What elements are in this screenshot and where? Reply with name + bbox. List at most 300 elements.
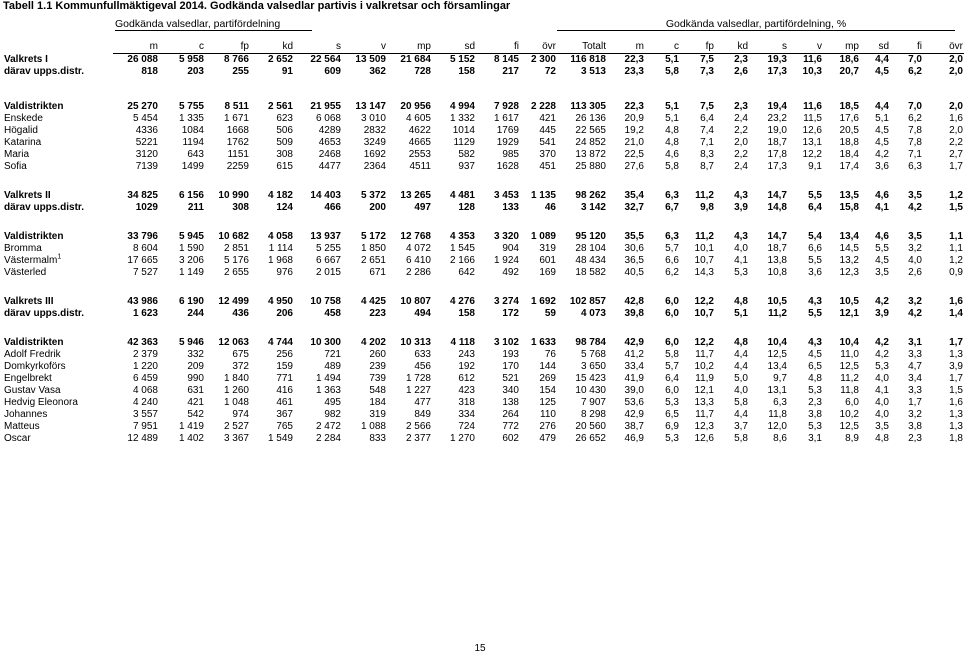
column-header: kd (250, 41, 294, 54)
count-cell: 4 605 (405, 113, 431, 124)
column-header-row (3, 41, 964, 54)
count-cell: 4511 (409, 161, 431, 172)
count-cell: 319 (539, 243, 556, 254)
percent-cell: 2,0 (949, 54, 963, 65)
count-cell: 506 (276, 125, 293, 136)
count-cell: 4 058 (267, 231, 293, 242)
count-cell: 633 (414, 349, 431, 360)
count-cell: 7 951 (132, 421, 158, 432)
percent-cell: 5,1 (875, 113, 889, 124)
percent-cell: 36,5 (624, 255, 644, 266)
row-label-text: därav upps.distr. (4, 66, 85, 77)
count-cell: 1 260 (223, 385, 249, 396)
count-cell: 193 (502, 349, 519, 360)
count-cell: 13 509 (355, 54, 386, 65)
percent-cell: 7,4 (700, 125, 714, 136)
count-cell: 5 958 (178, 54, 204, 65)
count-cell: 2 015 (315, 267, 341, 278)
percent-cell: 2,0 (949, 66, 963, 77)
percent-cell: 3,9 (734, 202, 748, 213)
count-cell: 1 402 (178, 433, 204, 444)
percent-cell: 1,2 (949, 255, 963, 266)
percent-cell: 42,8 (624, 296, 644, 307)
count-cell: 206 (276, 308, 293, 319)
count-cell: 4 425 (360, 296, 386, 307)
percent-cell: 4,0 (734, 385, 748, 396)
percent-cell: 5,8 (734, 397, 748, 408)
count-cell: 1 089 (530, 231, 556, 242)
percent-cell: 1,3 (949, 409, 963, 420)
row-label (3, 231, 113, 243)
count-cell: 144 (539, 361, 556, 372)
count-cell: 1 149 (178, 267, 204, 278)
count-cell: 76 (544, 349, 556, 360)
count-cell: 26 136 (575, 113, 606, 124)
percent-cell: 42,9 (624, 337, 644, 348)
percent-cell: 3,9 (949, 361, 963, 372)
percent-cell: 6,2 (665, 267, 679, 278)
count-cell: 542 (187, 409, 204, 420)
count-cell: 260 (369, 349, 386, 360)
count-cell: 5 755 (178, 101, 204, 112)
count-cell: 4653 (318, 137, 341, 148)
count-cell: 12 063 (218, 337, 249, 348)
count-cell: 192 (458, 361, 475, 372)
group-header-counts: Godkända valsedlar, partifördelning (115, 18, 312, 31)
percent-cell: 35,5 (624, 231, 644, 242)
percent-cell: 5,1 (665, 54, 679, 65)
percent-cell: 6,0 (845, 397, 859, 408)
count-cell: 184 (369, 397, 386, 408)
row-label-text: Sofia (4, 161, 27, 172)
row-label-text: Valkrets II (4, 190, 51, 201)
count-cell: 982 (324, 409, 341, 420)
row-label-text: Hedvig Eleonora (4, 397, 78, 408)
count-cell: 22 564 (310, 54, 341, 65)
count-cell: 548 (369, 385, 386, 396)
percent-cell: 21,0 (624, 137, 644, 148)
percent-cell: 12,1 (839, 308, 859, 319)
count-cell: 7 907 (580, 397, 606, 408)
count-cell: 5 454 (132, 113, 158, 124)
percent-cell: 8,3 (700, 149, 714, 160)
percent-cell: 12,1 (694, 385, 714, 396)
count-cell: 541 (539, 137, 556, 148)
count-cell: 609 (324, 66, 341, 77)
count-cell: 158 (458, 66, 475, 77)
count-cell: 2 566 (405, 421, 431, 432)
group-header-percent: Godkända valsedlar, partifördelning, % (557, 18, 955, 31)
count-cell: 643 (187, 149, 204, 160)
row-label-text: Valdistrikten (4, 337, 64, 348)
table-row (3, 243, 964, 255)
count-cell: 10 682 (218, 231, 249, 242)
count-cell: 10 430 (575, 385, 606, 396)
count-cell: 5 945 (178, 231, 204, 242)
count-cell: 5 946 (178, 337, 204, 348)
row-label (3, 421, 113, 433)
percent-cell: 4,8 (734, 337, 748, 348)
percent-cell: 6,4 (665, 373, 679, 384)
percent-cell: 3,1 (808, 433, 822, 444)
table-row (3, 161, 964, 173)
percent-cell: 17,4 (839, 161, 859, 172)
percent-cell: 4,1 (875, 202, 889, 213)
percent-cell: 41,2 (624, 349, 644, 360)
percent-cell: 11,8 (768, 409, 787, 420)
count-cell: 1129 (453, 137, 475, 148)
percent-cell: 4,5 (875, 66, 889, 77)
percent-cell: 1,7 (949, 337, 963, 348)
percent-cell: 1,1 (949, 231, 963, 242)
percent-cell: 1,6 (949, 397, 963, 408)
percent-cell: 4,2 (875, 337, 889, 348)
table-row (3, 385, 964, 397)
count-cell: 3 367 (223, 433, 249, 444)
percent-cell: 4,8 (875, 433, 889, 444)
row-label (3, 149, 113, 161)
count-cell: 10 807 (400, 296, 431, 307)
count-cell: 98 262 (575, 190, 606, 201)
column-header: s (749, 41, 788, 54)
percent-cell: 2,6 (908, 267, 922, 278)
count-cell: 2 652 (267, 54, 293, 65)
count-cell: 1 617 (493, 113, 519, 124)
count-cell: 72 (544, 66, 556, 77)
count-cell: 28 104 (575, 243, 606, 254)
table-row (3, 101, 964, 113)
count-cell: 1769 (496, 125, 519, 136)
count-cell: 2 166 (449, 255, 475, 266)
count-cell: 466 (324, 202, 341, 213)
percent-cell: 5,8 (665, 161, 679, 172)
count-cell: 3249 (363, 137, 386, 148)
count-cell: 269 (539, 373, 556, 384)
count-cell: 12 489 (127, 433, 158, 444)
row-label (3, 349, 113, 361)
count-cell: 5 176 (223, 255, 249, 266)
percent-cell: 5,7 (665, 361, 679, 372)
table-row (3, 149, 964, 161)
count-cell: 2259 (226, 161, 249, 172)
count-cell: 159 (276, 361, 293, 372)
count-cell: 43 986 (127, 296, 158, 307)
column-header: övr (923, 41, 964, 54)
column-header: kd (715, 41, 749, 54)
percent-cell: 4,3 (808, 296, 822, 307)
column-header: c (159, 41, 205, 54)
count-cell: 26 652 (575, 433, 606, 444)
count-cell: 5 152 (449, 54, 475, 65)
percent-cell: 6,6 (665, 255, 679, 266)
percent-cell: 23,2 (767, 113, 787, 124)
count-cell: 497 (414, 202, 431, 213)
percent-cell: 2,0 (949, 125, 963, 136)
count-cell: 1 335 (178, 113, 204, 124)
count-cell: 1 850 (360, 243, 386, 254)
count-cell: 477 (414, 397, 431, 408)
percent-cell: 3,5 (875, 267, 889, 278)
row-label (3, 66, 113, 78)
column-header: fp (680, 41, 715, 54)
percent-cell: 5,5 (808, 190, 822, 201)
percent-cell: 6,5 (665, 409, 679, 420)
percent-cell: 46,9 (624, 433, 644, 444)
row-label (3, 54, 113, 67)
count-cell: 4 073 (580, 308, 606, 319)
count-cell: 110 (540, 409, 556, 420)
percent-cell: 4,4 (875, 101, 889, 112)
table-row (3, 190, 964, 202)
percent-cell: 6,4 (700, 113, 714, 124)
row-label (3, 190, 113, 202)
count-cell: 4 118 (450, 337, 475, 348)
count-cell: 17 665 (127, 255, 158, 266)
percent-cell: 4,0 (875, 409, 889, 420)
row-label-text: Valdistrikten (4, 101, 64, 112)
column-header: mp (823, 41, 860, 54)
percent-cell: 2,3 (734, 54, 748, 65)
count-cell: 334 (458, 409, 475, 420)
row-label-text: Bromma (4, 243, 42, 254)
count-cell: 3 274 (493, 296, 519, 307)
count-cell: 1 692 (530, 296, 556, 307)
percent-cell: 10,2 (694, 361, 714, 372)
count-cell: 367 (276, 409, 293, 420)
percent-cell: 30,6 (624, 243, 644, 254)
percent-cell: 41,9 (624, 373, 644, 384)
percent-cell: 3,8 (808, 409, 822, 420)
count-cell: 458 (324, 308, 341, 319)
count-cell: 1929 (496, 137, 519, 148)
percent-cell: 13,2 (839, 255, 859, 266)
count-cell: 128 (458, 202, 475, 213)
count-cell: 255 (232, 66, 249, 77)
row-label (3, 296, 113, 308)
count-cell: 26 088 (127, 54, 158, 65)
percent-cell: 2,3 (908, 433, 922, 444)
table-row (3, 54, 964, 67)
count-cell: 34 825 (127, 190, 158, 201)
percent-cell: 4,2 (908, 202, 922, 213)
percent-cell: 3,8 (908, 421, 922, 432)
count-cell: 602 (502, 433, 519, 444)
count-cell: 2364 (363, 161, 386, 172)
table-row (3, 113, 964, 125)
percent-cell: 4,4 (875, 54, 889, 65)
results-table (3, 41, 964, 445)
spacer-cell (3, 279, 964, 296)
count-cell: 771 (276, 373, 293, 384)
section-spacer (3, 320, 964, 337)
count-cell: 8 145 (493, 54, 519, 65)
count-cell: 2 651 (360, 255, 386, 266)
percent-cell: 6,7 (665, 202, 679, 213)
count-cell: 25 880 (575, 161, 606, 172)
percent-cell: 11,2 (768, 308, 787, 319)
count-cell: 33 796 (127, 231, 158, 242)
percent-cell: 3,7 (734, 421, 748, 432)
count-cell: 833 (369, 433, 386, 444)
percent-cell: 4,5 (875, 255, 889, 266)
percent-cell: 1,7 (908, 397, 922, 408)
count-cell: 172 (502, 308, 519, 319)
percent-cell: 39,0 (624, 385, 644, 396)
count-cell: 12 499 (218, 296, 249, 307)
percent-cell: 5,3 (665, 397, 679, 408)
row-label-text: Engelbrekt (4, 373, 52, 384)
count-cell: 6 459 (132, 373, 158, 384)
percent-cell: 11,0 (840, 349, 859, 360)
percent-cell: 4,2 (875, 149, 889, 160)
percent-cell: 3,2 (908, 409, 922, 420)
count-cell: 623 (276, 113, 293, 124)
percent-cell: 32,7 (624, 202, 644, 213)
percent-cell: 4,3 (808, 337, 822, 348)
count-cell: 631 (187, 385, 204, 396)
spacer-cell (3, 78, 964, 101)
count-cell: 244 (187, 308, 204, 319)
count-cell: 4 182 (267, 190, 293, 201)
percent-cell: 10,3 (802, 66, 822, 77)
count-cell: 642 (458, 267, 475, 278)
percent-cell: 11,9 (695, 373, 714, 384)
table-row (3, 137, 964, 149)
table-row (3, 409, 964, 421)
percent-cell: 6,9 (665, 421, 679, 432)
count-cell: 319 (369, 409, 386, 420)
table-row (3, 231, 964, 243)
percent-cell: 4,6 (875, 231, 889, 242)
percent-cell: 11,5 (803, 113, 822, 124)
count-cell: 5 255 (315, 243, 341, 254)
section-spacer (3, 78, 964, 101)
percent-cell: 17,6 (839, 113, 859, 124)
count-cell: 4 240 (132, 397, 158, 408)
percent-cell: 12,3 (839, 267, 859, 278)
count-cell: 4 744 (267, 337, 293, 348)
percent-cell: 1,5 (949, 385, 963, 396)
percent-cell: 2,2 (734, 149, 748, 160)
percent-cell: 4,3 (734, 231, 748, 242)
count-cell: 1 623 (132, 308, 158, 319)
count-cell: 264 (502, 409, 519, 420)
column-header: m (113, 41, 159, 54)
count-cell: 217 (502, 66, 519, 77)
count-cell: 20 560 (575, 421, 606, 432)
row-label-text: Katarina (4, 137, 42, 148)
row-label (3, 267, 113, 279)
percent-cell: 4,0 (875, 397, 889, 408)
percent-cell: 10,7 (694, 255, 714, 266)
count-cell: 1151 (227, 149, 249, 160)
percent-cell: 13,3 (694, 397, 714, 408)
count-cell: 985 (502, 149, 519, 160)
percent-cell: 17,3 (767, 161, 787, 172)
count-cell: 2 284 (315, 433, 341, 444)
percent-cell: 22,3 (624, 54, 644, 65)
header-spacer (3, 41, 113, 54)
count-cell: 582 (458, 149, 475, 160)
count-cell: 445 (539, 125, 556, 136)
count-cell: 91 (281, 66, 293, 77)
percent-cell: 19,4 (767, 101, 787, 112)
percent-cell: 5,3 (808, 385, 822, 396)
percent-cell: 18,6 (839, 54, 859, 65)
count-cell: 138 (502, 397, 519, 408)
table-row (3, 308, 964, 320)
row-label-text: Gustav Vasa (4, 385, 61, 396)
percent-cell: 11,6 (803, 54, 822, 65)
count-cell: 461 (276, 397, 293, 408)
percent-cell: 4,0 (908, 255, 922, 266)
percent-cell: 10,5 (839, 296, 859, 307)
count-cell: 223 (369, 308, 386, 319)
row-label-text: Oscar (4, 433, 31, 444)
percent-cell: 2,7 (949, 149, 963, 160)
percent-cell: 7,3 (700, 66, 714, 77)
percent-cell: 6,0 (665, 385, 679, 396)
percent-cell: 5,3 (808, 421, 822, 432)
row-label-text: Adolf Fredrik (4, 349, 61, 360)
percent-cell: 13,8 (767, 255, 787, 266)
percent-cell: 23,3 (624, 66, 644, 77)
count-cell: 451 (539, 161, 556, 172)
percent-cell: 10,5 (767, 296, 787, 307)
spacer-cell (3, 173, 964, 190)
count-cell: 98 784 (575, 337, 606, 348)
percent-cell: 27,6 (624, 161, 644, 172)
percent-cell: 12,6 (802, 125, 822, 136)
percent-cell: 13,5 (839, 190, 859, 201)
count-cell: 169 (539, 267, 556, 278)
row-label (3, 385, 113, 397)
spacer-cell (3, 214, 964, 231)
count-cell: 721 (324, 349, 341, 360)
percent-cell: 10,4 (839, 337, 859, 348)
count-cell: 13 265 (400, 190, 431, 201)
percent-cell: 12,2 (694, 337, 714, 348)
count-cell: 1 135 (530, 190, 556, 201)
table-row (3, 125, 964, 137)
count-cell: 5 372 (360, 190, 386, 201)
percent-cell: 10,2 (839, 409, 859, 420)
row-label (3, 361, 113, 373)
count-cell: 1 419 (178, 421, 204, 432)
percent-cell: 13,4 (839, 231, 859, 242)
table-row (3, 373, 964, 385)
percent-cell: 11,2 (695, 231, 714, 242)
row-label-text: Maria (4, 149, 30, 160)
percent-cell: 3,3 (908, 349, 922, 360)
count-cell: 612 (458, 373, 475, 384)
percent-cell: 4,8 (665, 137, 679, 148)
percent-cell: 12,2 (694, 296, 714, 307)
percent-cell: 4,1 (734, 255, 748, 266)
count-cell: 2 377 (405, 433, 431, 444)
percent-cell: 1,2 (949, 190, 963, 201)
count-cell: 3 453 (493, 190, 519, 201)
percent-cell: 11,2 (840, 373, 859, 384)
count-cell: 1628 (496, 161, 519, 172)
count-cell: 416 (276, 385, 293, 396)
percent-cell: 4,6 (665, 149, 679, 160)
percent-cell: 18,4 (839, 149, 859, 160)
table-row (3, 361, 964, 373)
count-cell: 203 (187, 66, 204, 77)
count-cell: 4 068 (132, 385, 158, 396)
percent-cell: 3,6 (875, 161, 889, 172)
